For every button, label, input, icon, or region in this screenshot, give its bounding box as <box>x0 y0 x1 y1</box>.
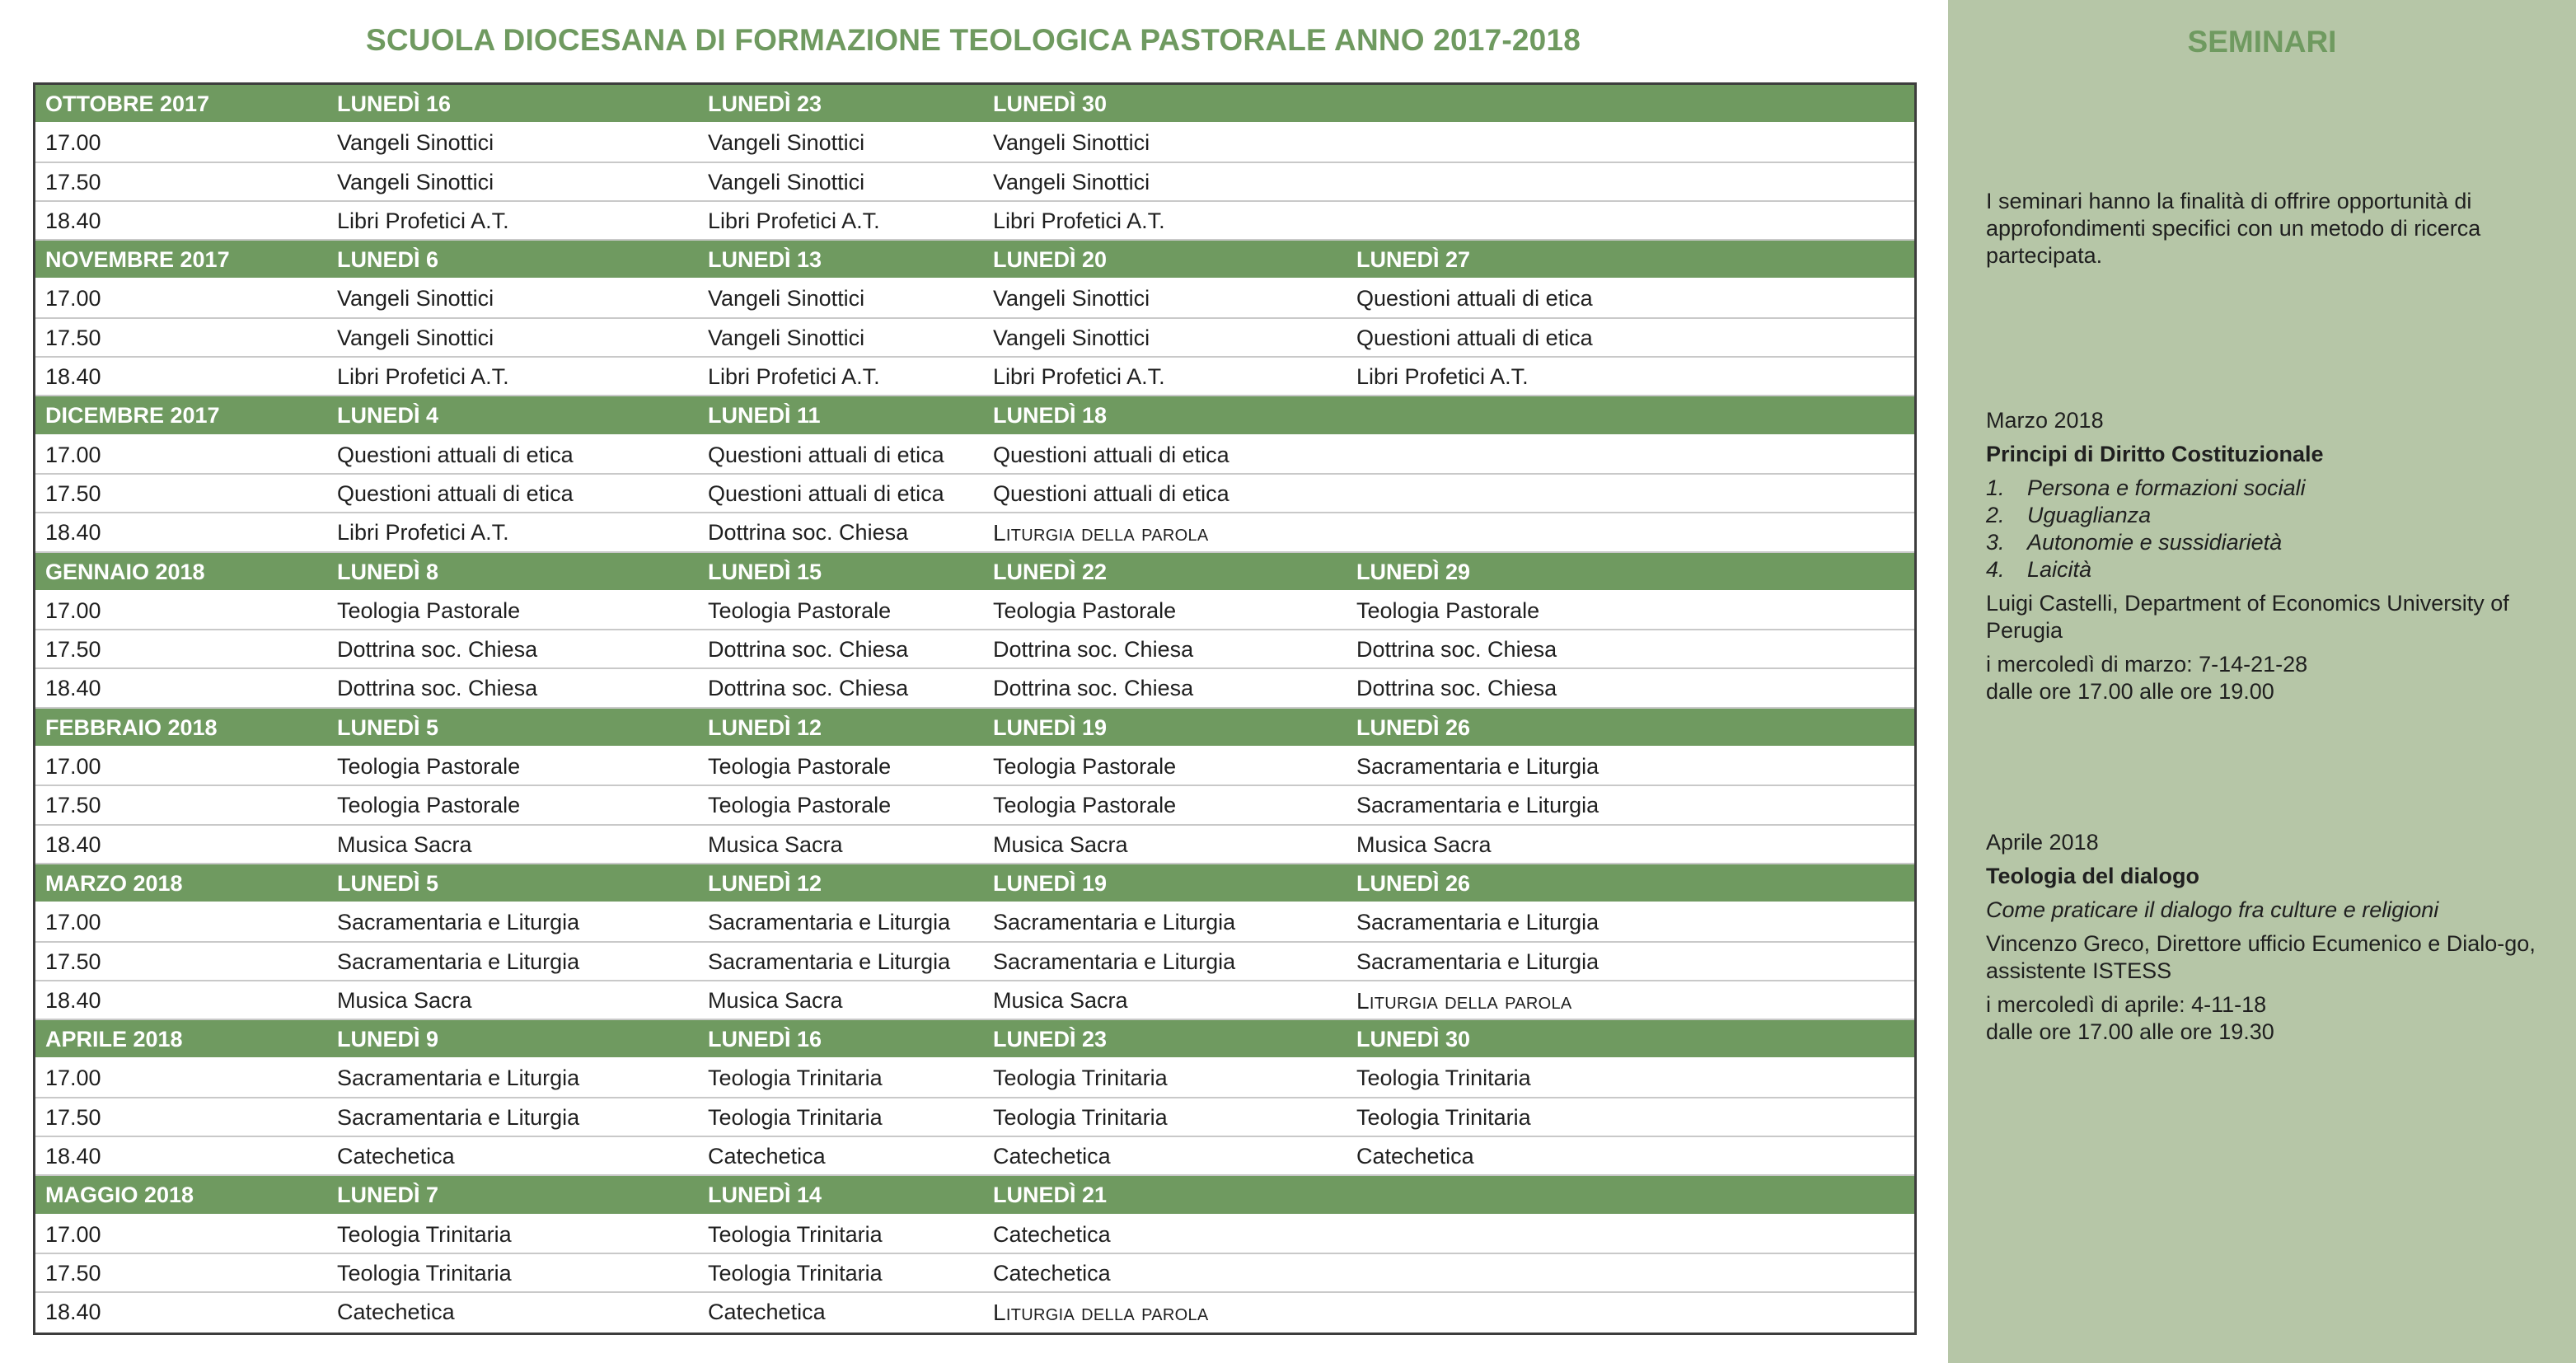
course-cell: Liturgia della parola <box>993 520 1209 546</box>
course-cell: Musica Sacra <box>993 831 1128 857</box>
seminar-2-speaker: Vincenzo Greco, Direttore ufficio Ecumenico e Dialo-go, assistente ISTESS <box>1986 931 2536 983</box>
course-cell: Dottrina soc. Chiesa <box>708 676 909 701</box>
seminar-1-name: Principi di Diritto Costituzionale <box>1986 442 2324 466</box>
course-cell: Sacramentaria e Liturgia <box>1356 948 1599 974</box>
course-cell: Dottrina soc. Chiesa <box>708 637 909 663</box>
day-header: LUNEDÌ 20 <box>993 247 1108 273</box>
course-cell: Sacramentaria e Liturgia <box>337 948 580 974</box>
course-cell: Libri Profetici A.T. <box>993 364 1165 390</box>
course-cell: Teologia Pastorale <box>1356 597 1540 623</box>
schedule-row <box>35 1215 1914 1254</box>
course-cell: Teologia Pastorale <box>993 793 1177 818</box>
course-cell: Teologia Pastorale <box>708 754 892 780</box>
day-header: LUNEDÌ 6 <box>337 247 439 273</box>
month-name: APRILE 2018 <box>45 1027 183 1052</box>
seminar-2-days: i mercoledì di aprile: 4-11-18 <box>1986 992 2267 1017</box>
day-header: LUNEDÌ 26 <box>1356 714 1471 740</box>
schedule-table <box>33 82 1917 1335</box>
month-name: MARZO 2018 <box>45 870 183 896</box>
course-cell: Teologia Trinitaria <box>993 1104 1168 1130</box>
course-cell: Teologia Trinitaria <box>708 1221 883 1247</box>
time-cell: 17.00 <box>45 597 101 623</box>
day-header: LUNEDÌ 8 <box>337 559 439 584</box>
month-name: OTTOBRE 2017 <box>45 91 210 116</box>
time-cell: 17.50 <box>45 1104 101 1130</box>
course-cell: Sacramentaria e Liturgia <box>337 1066 580 1091</box>
course-cell: Sacramentaria e Liturgia <box>337 910 580 935</box>
schedule-row <box>35 1254 1914 1293</box>
day-header: LUNEDÌ 11 <box>708 403 821 429</box>
day-header: LUNEDÌ 23 <box>708 91 822 116</box>
month-header-row <box>35 396 1914 435</box>
schedule-row <box>35 943 1914 981</box>
day-header: LUNEDÌ 22 <box>993 559 1108 584</box>
day-header: LUNEDÌ 5 <box>337 714 439 740</box>
course-cell: Libri Profetici A.T. <box>708 208 880 233</box>
course-cell: Dottrina soc. Chiesa <box>993 676 1194 701</box>
time-cell: 17.00 <box>45 286 101 311</box>
course-cell: Vangeli Sinottici <box>993 325 1150 350</box>
day-header: LUNEDÌ 5 <box>337 870 439 896</box>
schedule-row <box>35 592 1914 630</box>
day-header: LUNEDÌ 18 <box>993 403 1108 429</box>
month-name: DICEMBRE 2017 <box>45 403 220 429</box>
course-cell: Catechetica <box>993 1144 1111 1169</box>
seminar-1-date: Marzo 2018 <box>1986 408 2104 433</box>
seminar-1-topic: 4. Laicità <box>1986 557 2092 582</box>
page-title: SCUOLA DIOCESANA DI FORMAZIONE TEOLOGICA PASTORALE ANNO 2017-2018 <box>366 23 1581 57</box>
time-cell: 18.40 <box>45 364 101 390</box>
schedule-row <box>35 436 1914 475</box>
course-cell: Catechetica <box>1356 1144 1474 1169</box>
course-cell: Sacramentaria e Liturgia <box>993 948 1236 974</box>
schedule-row <box>35 1059 1914 1098</box>
month-name: GENNAIO 2018 <box>45 559 205 584</box>
course-cell: Questioni attuali di etica <box>993 442 1229 467</box>
time-cell: 18.40 <box>45 676 101 701</box>
course-cell: Teologia Trinitaria <box>1356 1104 1531 1130</box>
course-cell: Musica Sacra <box>708 987 843 1013</box>
schedule-row <box>35 630 1914 669</box>
day-header: LUNEDÌ 27 <box>1356 247 1471 273</box>
time-cell: 17.50 <box>45 169 101 194</box>
course-cell: Teologia Pastorale <box>337 597 521 623</box>
course-cell: Teologia Pastorale <box>337 754 521 780</box>
course-cell: Dottrina soc. Chiesa <box>1356 637 1557 663</box>
course-cell: Teologia Trinitaria <box>337 1221 512 1247</box>
course-cell: Vangeli Sinottici <box>708 130 865 156</box>
course-cell: Teologia Trinitaria <box>1356 1066 1531 1091</box>
course-cell: Vangeli Sinottici <box>337 325 494 350</box>
seminar-2-subtitle: Come praticare il dialogo fra culture e religioni <box>1986 897 2439 922</box>
schedule-row <box>35 786 1914 825</box>
month-header-row <box>35 85 1914 124</box>
day-header: LUNEDÌ 19 <box>993 714 1108 740</box>
course-cell: Sacramentaria e Liturgia <box>337 1104 580 1130</box>
time-cell: 17.00 <box>45 130 101 156</box>
course-cell: Teologia Trinitaria <box>337 1260 512 1286</box>
course-cell: Musica Sacra <box>708 831 843 857</box>
course-cell: Catechetica <box>337 1144 455 1169</box>
course-cell: Musica Sacra <box>993 987 1128 1013</box>
course-cell: Sacramentaria e Liturgia <box>1356 793 1599 818</box>
month-header-row <box>35 1176 1914 1215</box>
month-header-row <box>35 241 1914 279</box>
time-cell: 17.50 <box>45 1260 101 1286</box>
course-cell: Libri Profetici A.T. <box>337 520 509 546</box>
seminar-1-days: i mercoledì di marzo: 7-14-21-28 <box>1986 652 2308 677</box>
course-cell: Vangeli Sinottici <box>993 169 1150 194</box>
time-cell: 17.50 <box>45 480 101 506</box>
course-cell: Vangeli Sinottici <box>337 286 494 311</box>
seminar-1-hours: dalle ore 17.00 alle ore 19.00 <box>1986 679 2274 704</box>
schedule-row <box>35 903 1914 942</box>
course-cell: Liturgia della parola <box>1356 987 1572 1014</box>
schedule-row <box>35 163 1914 202</box>
day-header: LUNEDÌ 4 <box>337 403 439 429</box>
month-header-row <box>35 709 1914 747</box>
time-cell: 18.40 <box>45 520 101 546</box>
day-header: LUNEDÌ 23 <box>993 1027 1108 1052</box>
seminar-1-topic: 2. Uguaglianza <box>1986 503 2152 527</box>
course-cell: Questioni attuali di etica <box>708 442 944 467</box>
course-cell: Teologia Trinitaria <box>708 1104 883 1130</box>
course-cell: Teologia Trinitaria <box>708 1260 883 1286</box>
time-cell: 18.40 <box>45 208 101 233</box>
course-cell: Teologia Trinitaria <box>708 1066 883 1091</box>
course-cell: Vangeli Sinottici <box>993 130 1150 156</box>
time-cell: 17.50 <box>45 948 101 974</box>
course-cell: Libri Profetici A.T. <box>993 208 1165 233</box>
course-cell: Liturgia della parola <box>993 1300 1209 1326</box>
schedule-row <box>35 202 1914 241</box>
day-header: LUNEDÌ 30 <box>1356 1027 1471 1052</box>
course-cell: Teologia Pastorale <box>708 597 892 623</box>
course-cell: Musica Sacra <box>1356 831 1492 857</box>
course-cell: Dottrina soc. Chiesa <box>993 637 1194 663</box>
time-cell: 17.00 <box>45 1221 101 1247</box>
course-cell: Libri Profetici A.T. <box>708 364 880 390</box>
seminari-intro-block <box>1986 188 2546 276</box>
course-cell: Vangeli Sinottici <box>337 169 494 194</box>
course-cell: Catechetica <box>993 1260 1111 1286</box>
seminar-2 <box>1986 829 2546 1052</box>
month-name: MAGGIO 2018 <box>45 1183 194 1208</box>
seminar-1-topic: 3. Autonomie e sussidiarietà <box>1986 530 2283 555</box>
schedule-row <box>35 1137 1914 1176</box>
course-cell: Sacramentaria e Liturgia <box>708 948 951 974</box>
schedule-row <box>35 475 1914 513</box>
course-cell: Teologia Pastorale <box>993 597 1177 623</box>
schedule-row <box>35 124 1914 162</box>
time-cell: 17.00 <box>45 910 101 935</box>
schedule-row <box>35 358 1914 396</box>
seminar-1-topics <box>1986 475 2546 583</box>
schedule-row <box>35 669 1914 708</box>
course-cell: Teologia Pastorale <box>993 754 1177 780</box>
course-cell: Questioni attuali di etica <box>1356 286 1593 311</box>
time-cell: 18.40 <box>45 831 101 857</box>
course-cell: Dottrina soc. Chiesa <box>1356 676 1557 701</box>
day-header: LUNEDÌ 26 <box>1356 870 1471 896</box>
time-cell: 17.50 <box>45 325 101 350</box>
day-header: LUNEDÌ 14 <box>708 1183 822 1208</box>
schedule-row <box>35 826 1914 864</box>
course-cell: Catechetica <box>708 1144 826 1169</box>
month-header-row <box>35 553 1914 592</box>
course-cell: Teologia Pastorale <box>337 793 521 818</box>
day-header: LUNEDÌ 30 <box>993 91 1108 116</box>
day-header: LUNEDÌ 12 <box>708 714 822 740</box>
course-cell: Questioni attuali di etica <box>337 480 574 506</box>
seminar-1-topic: 1. Persona e formazioni sociali <box>1986 475 2306 500</box>
seminari-title: SEMINARI <box>2187 25 2337 59</box>
month-name: NOVEMBRE 2017 <box>45 247 230 273</box>
course-cell: Libri Profetici A.T. <box>337 364 509 390</box>
seminar-1-speaker: Luigi Castelli, Department of Economics University of Perugia <box>1986 591 2509 643</box>
course-cell: Questioni attuali di etica <box>708 480 944 506</box>
course-cell: Vangeli Sinottici <box>708 169 865 194</box>
course-cell: Vangeli Sinottici <box>337 130 494 156</box>
seminari-panel <box>1948 0 2576 1363</box>
day-header: LUNEDÌ 16 <box>337 91 452 116</box>
course-cell: Catechetica <box>993 1221 1111 1247</box>
schedule-row <box>35 279 1914 318</box>
course-cell: Libri Profetici A.T. <box>1356 364 1529 390</box>
course-cell: Sacramentaria e Liturgia <box>708 910 951 935</box>
course-cell: Teologia Trinitaria <box>993 1066 1168 1091</box>
schedule-row <box>35 1293 1914 1332</box>
day-header: LUNEDÌ 29 <box>1356 559 1471 584</box>
course-cell: Dottrina soc. Chiesa <box>337 676 538 701</box>
seminar-2-name: Teologia del dialogo <box>1986 864 2200 888</box>
month-name: FEBBRAIO 2018 <box>45 714 218 740</box>
course-cell: Vangeli Sinottici <box>708 286 865 311</box>
day-header: LUNEDÌ 19 <box>993 870 1108 896</box>
course-cell: Dottrina soc. Chiesa <box>708 520 909 546</box>
schedule-row <box>35 319 1914 358</box>
schedule-row <box>35 1098 1914 1137</box>
course-cell: Vangeli Sinottici <box>708 325 865 350</box>
time-cell: 18.40 <box>45 1300 101 1325</box>
time-cell: 17.00 <box>45 1066 101 1091</box>
course-cell: Sacramentaria e Liturgia <box>1356 754 1599 780</box>
seminari-intro: I seminari hanno la finalità di offrire opportunità di approfondimenti specifici con un metodo di ricerca partecipata. <box>1986 189 2481 268</box>
time-cell: 17.00 <box>45 442 101 467</box>
course-cell: Libri Profetici A.T. <box>337 208 509 233</box>
course-cell: Sacramentaria e Liturgia <box>993 910 1236 935</box>
course-cell: Vangeli Sinottici <box>993 286 1150 311</box>
day-header: LUNEDÌ 9 <box>337 1027 439 1052</box>
course-cell: Musica Sacra <box>337 831 472 857</box>
schedule-row <box>35 513 1914 552</box>
time-cell: 17.00 <box>45 754 101 780</box>
time-cell: 18.40 <box>45 987 101 1013</box>
day-header: LUNEDÌ 7 <box>337 1183 439 1208</box>
course-cell: Catechetica <box>708 1300 826 1325</box>
seminar-1 <box>1986 407 2546 712</box>
seminar-2-hours: dalle ore 17.00 alle ore 19.30 <box>1986 1019 2274 1044</box>
seminar-2-date: Aprile 2018 <box>1986 830 2099 855</box>
time-cell: 17.50 <box>45 793 101 818</box>
month-header-row <box>35 1020 1914 1059</box>
course-cell: Sacramentaria e Liturgia <box>1356 910 1599 935</box>
course-cell: Questioni attuali di etica <box>337 442 574 467</box>
course-cell: Dottrina soc. Chiesa <box>337 637 538 663</box>
schedule-row <box>35 981 1914 1020</box>
time-cell: 18.40 <box>45 1144 101 1169</box>
time-cell: 17.50 <box>45 637 101 663</box>
day-header: LUNEDÌ 16 <box>708 1027 822 1052</box>
schedule-row <box>35 747 1914 786</box>
course-cell: Questioni attuali di etica <box>993 480 1229 506</box>
course-cell: Teologia Pastorale <box>708 793 892 818</box>
day-header: LUNEDÌ 12 <box>708 870 822 896</box>
day-header: LUNEDÌ 13 <box>708 247 822 273</box>
month-header-row <box>35 864 1914 903</box>
course-cell: Musica Sacra <box>337 987 472 1013</box>
day-header: LUNEDÌ 15 <box>708 559 822 584</box>
day-header: LUNEDÌ 21 <box>993 1183 1108 1208</box>
course-cell: Questioni attuali di etica <box>1356 325 1593 350</box>
course-cell: Catechetica <box>337 1300 455 1325</box>
